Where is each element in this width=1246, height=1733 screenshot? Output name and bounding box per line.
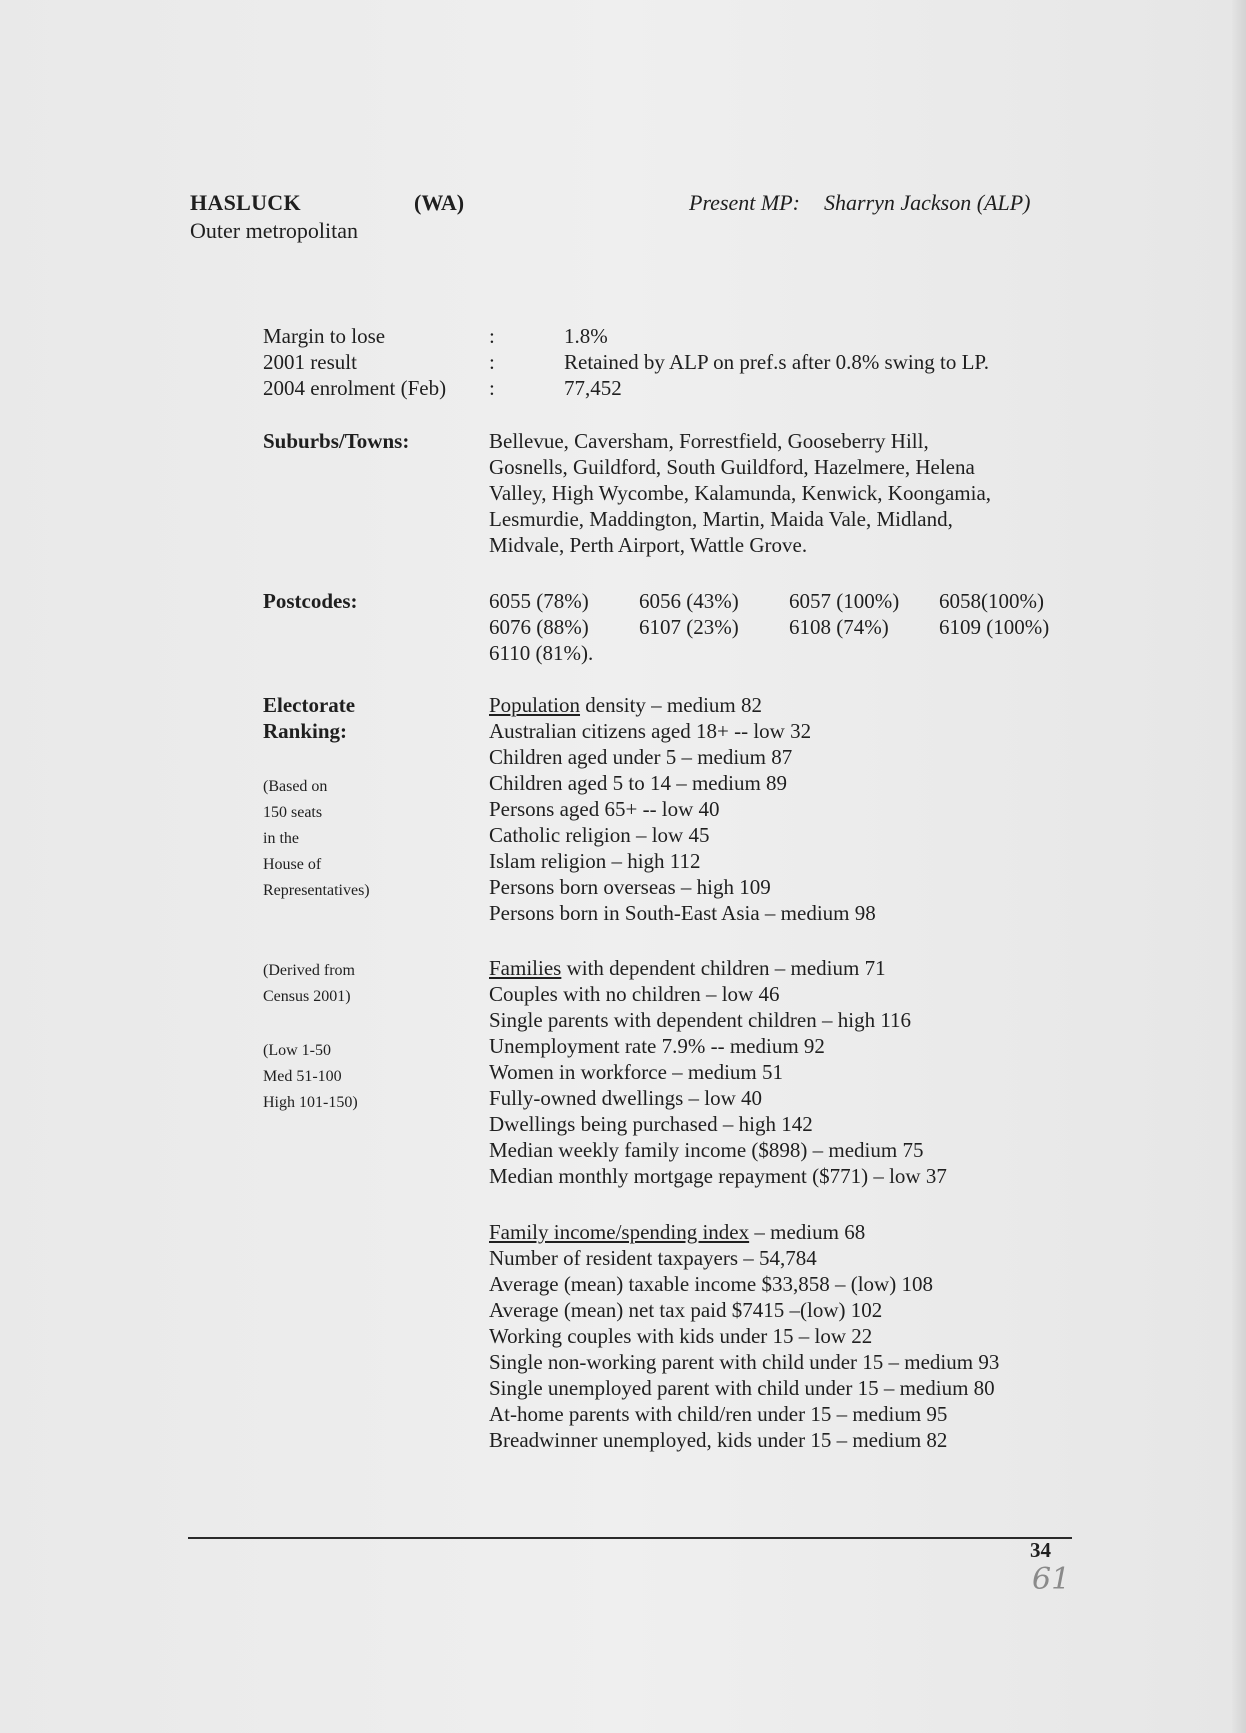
postcodes-list [489, 588, 1053, 666]
summary-label: 2004 enrolment (Feb) [263, 376, 447, 400]
ranking-line: At-home parents with child/ren under 15 – medium 95 [489, 1402, 948, 1426]
suburbs-line: Gosnells, Guildford, South Guildford, Hazelmere, Helena [489, 455, 975, 479]
ranking-line: Average (mean) taxable income $33,858 – (low) 108 [489, 1272, 933, 1296]
electorate-state: (WA) [414, 190, 465, 215]
suburbs-line: Valley, High Wycombe, Kalamunda, Kenwick, Koongamia, [489, 481, 992, 505]
postcode-item: 6058(100%) [939, 589, 1044, 613]
summary-value: 1.8% [564, 324, 608, 348]
group-heading-underlined: Family income/spending index [489, 1220, 750, 1244]
postcode-item: 6108 (74%) [789, 615, 889, 639]
ranking-line: Fully-owned dwellings – low 40 [489, 1086, 762, 1110]
group-heading [489, 1219, 1053, 1245]
ranking-line: Australian citizens aged 18+ -- low 32 [489, 719, 812, 743]
ranking-group-families [489, 955, 1053, 1189]
note-line: (Based on [263, 778, 328, 795]
postcode-item: 6055 (78%) [489, 589, 589, 613]
footer-divider [188, 1537, 1072, 1539]
ranking-line: Average (mean) net tax paid $7415 –(low) 102 [489, 1298, 883, 1322]
ranking-line: Dwellings being purchased – high 142 [489, 1112, 813, 1136]
ranking-label-line: Ranking: [263, 719, 348, 743]
summary-value: Retained by ALP on pref.s after 0.8% swing to LP. [564, 350, 989, 374]
ranking-line: Median monthly mortgage repayment ($771) – low 37 [489, 1164, 947, 1188]
note-line: Census 2001) [263, 988, 351, 1005]
ranking-line: Single non-working parent with child under 15 – medium 93 [489, 1350, 1000, 1374]
ranking-line: Working couples with kids under 15 – low 22 [489, 1324, 873, 1348]
ranking-line: Persons born overseas – high 109 [489, 875, 771, 899]
ranking-line: Median weekly family income ($898) – medium 75 [489, 1138, 924, 1162]
ranking-line: Islam religion – high 112 [489, 849, 701, 873]
note-line: House of [263, 856, 322, 873]
postcode-item: 6057 (100%) [789, 589, 900, 613]
summary-label: Margin to lose [263, 324, 386, 348]
ranking-note-source [263, 958, 355, 1010]
postcode-item: 6056 (43%) [639, 589, 739, 613]
ranking-line: Unemployment rate 7.9% -- medium 92 [489, 1034, 825, 1058]
ranking-note-basis [263, 774, 370, 904]
group-heading-underlined: Families [489, 956, 562, 980]
note-line: Med 51-100 [263, 1068, 342, 1085]
note-line: High 101-150) [263, 1094, 358, 1111]
suburbs-line: Midvale, Perth Airport, Wattle Grove. [489, 533, 808, 557]
ranking-note-scale [263, 1038, 358, 1116]
group-heading-rest: with dependent children – medium 71 [561, 956, 886, 980]
suburbs-label: Suburbs/Towns: [263, 429, 410, 453]
group-heading [489, 692, 1053, 718]
postcode-item: 6107 (23%) [639, 615, 739, 639]
group-heading-underlined: Population [489, 693, 581, 717]
page-number: 34 [1030, 1538, 1051, 1562]
mp-label: Present MP: [689, 190, 800, 215]
ranking-line: Breadwinner unemployed, kids under 15 – medium 82 [489, 1428, 948, 1452]
summary-separator: : [489, 324, 495, 348]
ranking-group-population [489, 692, 1053, 926]
summary-label: 2001 result [263, 350, 357, 374]
ranking-line: Persons born in South-East Asia – medium 98 [489, 901, 876, 925]
note-line: (Low 1-50 [263, 1042, 331, 1059]
postcode-item: 6109 (100%) [939, 615, 1050, 639]
ranking-label-line: Electorate [263, 693, 356, 717]
note-line: Representatives) [263, 882, 370, 899]
group-heading-rest: density – medium 82 [580, 693, 763, 717]
ranking-line: Children aged 5 to 14 – medium 89 [489, 771, 788, 795]
note-line: in the [263, 830, 299, 847]
note-line: 150 seats [263, 804, 323, 821]
electorate-classification: Outer metropolitan [190, 218, 359, 243]
ranking-line: Couples with no children – low 46 [489, 982, 780, 1006]
ranking-label [263, 692, 355, 744]
ranking-line: Children aged under 5 – medium 87 [489, 745, 793, 769]
electorate-name: HASLUCK [190, 190, 301, 215]
suburbs-line: Lesmurdie, Maddington, Martin, Maida Vale, Midland, [489, 507, 953, 531]
summary-separator: : [489, 376, 495, 400]
present-mp [689, 190, 1031, 216]
handwritten-page-number: 61 [1032, 1562, 1071, 1597]
note-line: (Derived from [263, 962, 355, 979]
ranking-line: Women in workforce – medium 51 [489, 1060, 783, 1084]
suburbs-list [489, 428, 1053, 558]
postcode-item: 6110 (81%). [489, 641, 594, 665]
group-heading [489, 955, 1053, 981]
suburbs-line: Bellevue, Caversham, Forrestfield, Gooseberry Hill, [489, 429, 929, 453]
mp-name: Sharryn Jackson (ALP) [823, 190, 1031, 215]
ranking-line: Single unemployed parent with child under 15 – medium 80 [489, 1376, 995, 1400]
ranking-line: Persons aged 65+ -- low 40 [489, 797, 720, 821]
postcode-item: 6076 (88%) [489, 615, 589, 639]
postcodes-label: Postcodes: [263, 589, 358, 613]
summary-value: 77,452 [564, 376, 622, 400]
group-heading-rest: – medium 68 [749, 1220, 866, 1244]
ranking-line: Catholic religion – low 45 [489, 823, 710, 847]
postcodes-grid [489, 588, 1053, 666]
ranking-line: Number of resident taxpayers – 54,784 [489, 1246, 817, 1270]
ranking-group-income [489, 1219, 1053, 1453]
ranking-line: Single parents with dependent children – high 116 [489, 1008, 912, 1032]
page-edge-shadow [1232, 0, 1246, 1733]
summary-separator: : [489, 350, 495, 374]
